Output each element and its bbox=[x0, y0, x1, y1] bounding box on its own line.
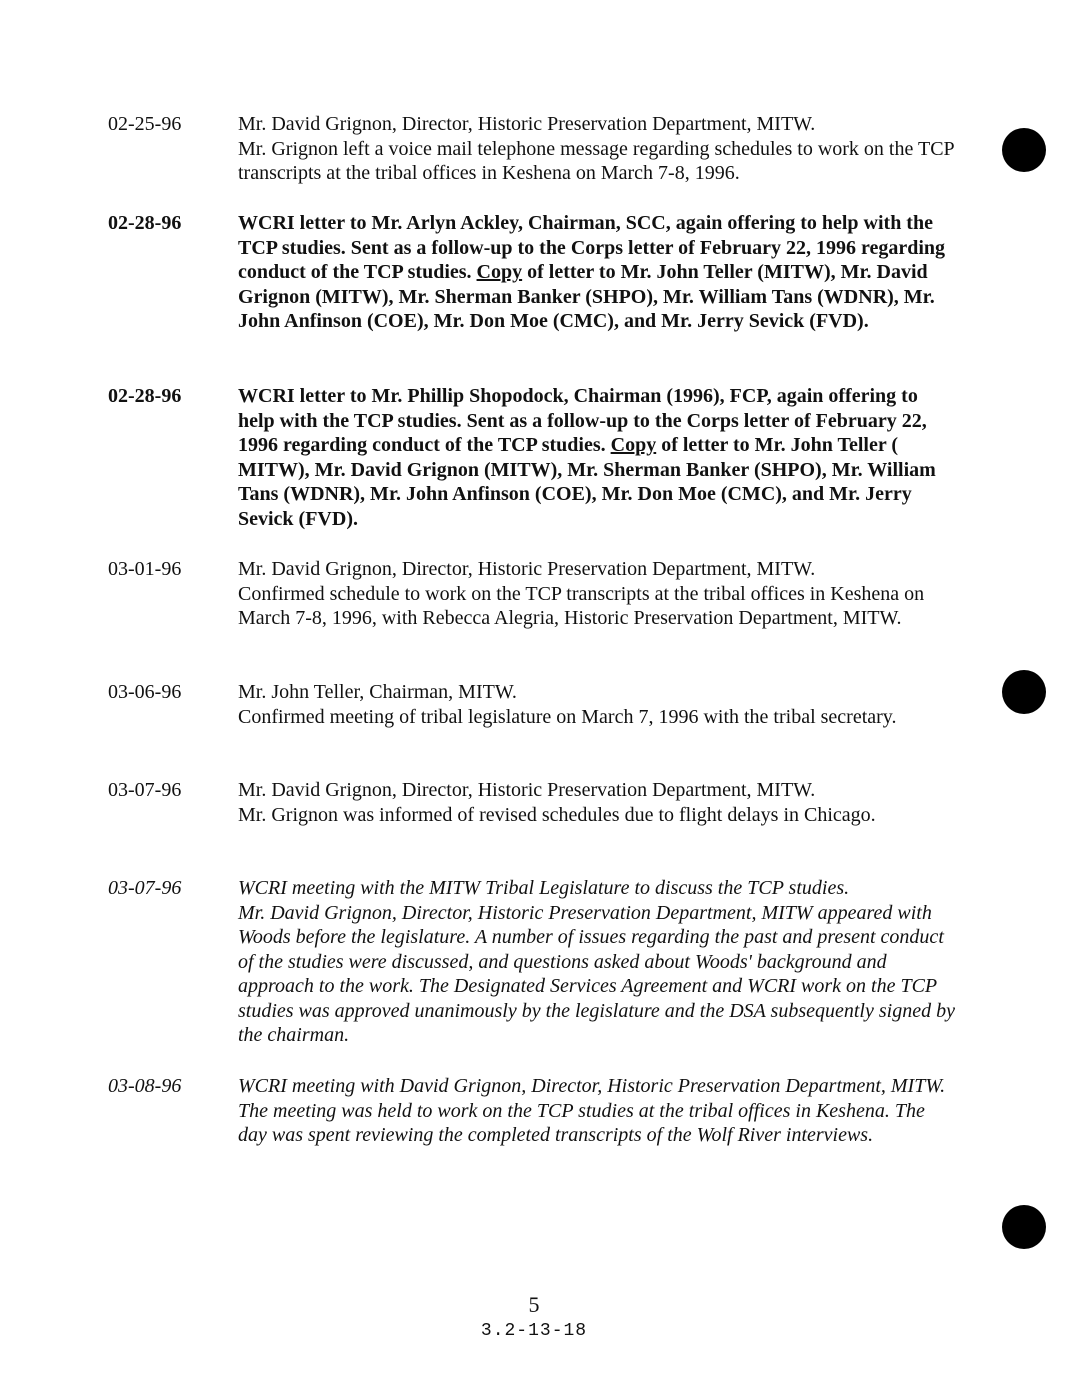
entry-date: 03-07-96 bbox=[108, 779, 182, 801]
entry-date: 02-28-96 bbox=[108, 385, 182, 407]
entry-text bbox=[238, 112, 958, 186]
entry-paragraph bbox=[238, 211, 958, 334]
entry-line: WCRI meeting with the MITW Tribal Legislature to discuss the TCP studies. bbox=[238, 877, 850, 899]
copy-underlined: Copy bbox=[610, 434, 657, 456]
entry-date: 02-25-96 bbox=[108, 113, 182, 135]
entry-line: Mr. Grignon was informed of revised schedules due to flight delays in Chicago. bbox=[238, 803, 876, 826]
entry-line: WCRI meeting with David Grignon, Director, Historic Preservation Department, MITW. bbox=[238, 1075, 946, 1097]
entry-text-part: WCRI letter to Mr. Arlyn Ackley, Chairman, SCC, again offering to help with the TCP studies. Sent as a follow-up to the Corps letter of February 22, 1996 regarding conduct of the TCP studies. bbox=[238, 212, 946, 283]
entry-text bbox=[238, 384, 958, 531]
document-code: 3.2-13-18 bbox=[480, 1321, 588, 1341]
punch-hole-top bbox=[1002, 128, 1046, 172]
entry-line: Confirmed meeting of tribal legislature on March 7, 1996 with the tribal secretary. bbox=[238, 705, 897, 728]
entry-line: Mr. Grignon left a voice mail telephone message regarding schedules to work on the TCP transcripts at the tribal offices in Keshena on March 7-8, 1996. bbox=[238, 137, 954, 184]
entry-date: 03-07-96 bbox=[108, 877, 182, 899]
entry-paragraph bbox=[238, 384, 958, 531]
entry-line: Mr. David Grignon, Director, Historic Preservation Department, MITW. bbox=[238, 113, 816, 135]
entry-line: The meeting was held to work on the TCP studies at the tribal offices in Keshena. The day was spent reviewing the completed transcripts of the Wolf River interviews. bbox=[238, 1099, 925, 1146]
entry-text bbox=[238, 1074, 958, 1148]
punch-hole-middle bbox=[1002, 670, 1046, 714]
entry-date: 03-01-96 bbox=[108, 558, 182, 580]
entry-text bbox=[238, 680, 958, 729]
entry-text bbox=[238, 211, 958, 334]
entry-line: Mr. John Teller, Chairman, MITW. bbox=[238, 681, 517, 703]
page-number: 5 bbox=[528, 1292, 540, 1317]
entry-date: 03-08-96 bbox=[108, 1075, 182, 1097]
copy-underlined: Copy bbox=[476, 261, 523, 283]
entry-line: Mr. David Grignon, Director, Historic Preservation Department, MITW appeared with Woods before the legislature. A number of issues regarding the past and present conduct of the studies were discussed, and questions asked about Woods' background and approach to the work. The Designated Services Agreement and WCRI work on the TCP studies was approved unanimously by the legislature and the DSA subsequently signed by the chairman. bbox=[238, 901, 955, 1046]
entry-line: Mr. David Grignon, Director, Historic Preservation Department, MITW. bbox=[238, 779, 816, 801]
entry-date: 03-06-96 bbox=[108, 681, 182, 703]
entry-date: 02-28-96 bbox=[108, 212, 182, 234]
entry-text-part: of letter to Mr. John Teller (MITW), Mr. David Grignon (MITW), Mr. Sherman Banker (SHPO), Mr. William Tans (WDNR), Mr. John Anfinson (COE), Mr. Don Moe (CMC), and Mr. Jerry Sevick (FVD). bbox=[238, 261, 935, 332]
entry-line: Mr. David Grignon, Director, Historic Preservation Department, MITW. bbox=[238, 558, 816, 580]
entry-text-part: of letter to Mr. John Teller ( MITW), Mr. David Grignon (MITW), Mr. Sherman Banker (SHPO), Mr. William Tans (WDNR), Mr. John Anfinson (COE), Mr. Don Moe (CMC), and Mr. Jerry Sevick (FVD). bbox=[238, 434, 936, 530]
entry-line: Confirmed schedule to work on the TCP transcripts at the tribal offices in Keshena on March 7-8, 1996, with Rebecca Alegria, Historic Preservation Department, MITW. bbox=[238, 582, 925, 629]
punch-hole-bottom bbox=[1002, 1205, 1046, 1249]
entry-text bbox=[238, 876, 958, 1048]
entry-text bbox=[238, 778, 958, 827]
entry-text bbox=[238, 557, 958, 631]
entry-text-part: WCRI letter to Mr. Phillip Shopodock, Chairman (1996), FCP, again offering to help with the TCP studies. Sent as a follow-up to the Corps letter of February 22, 1996 regarding conduct of the TCP studies. bbox=[238, 385, 927, 456]
